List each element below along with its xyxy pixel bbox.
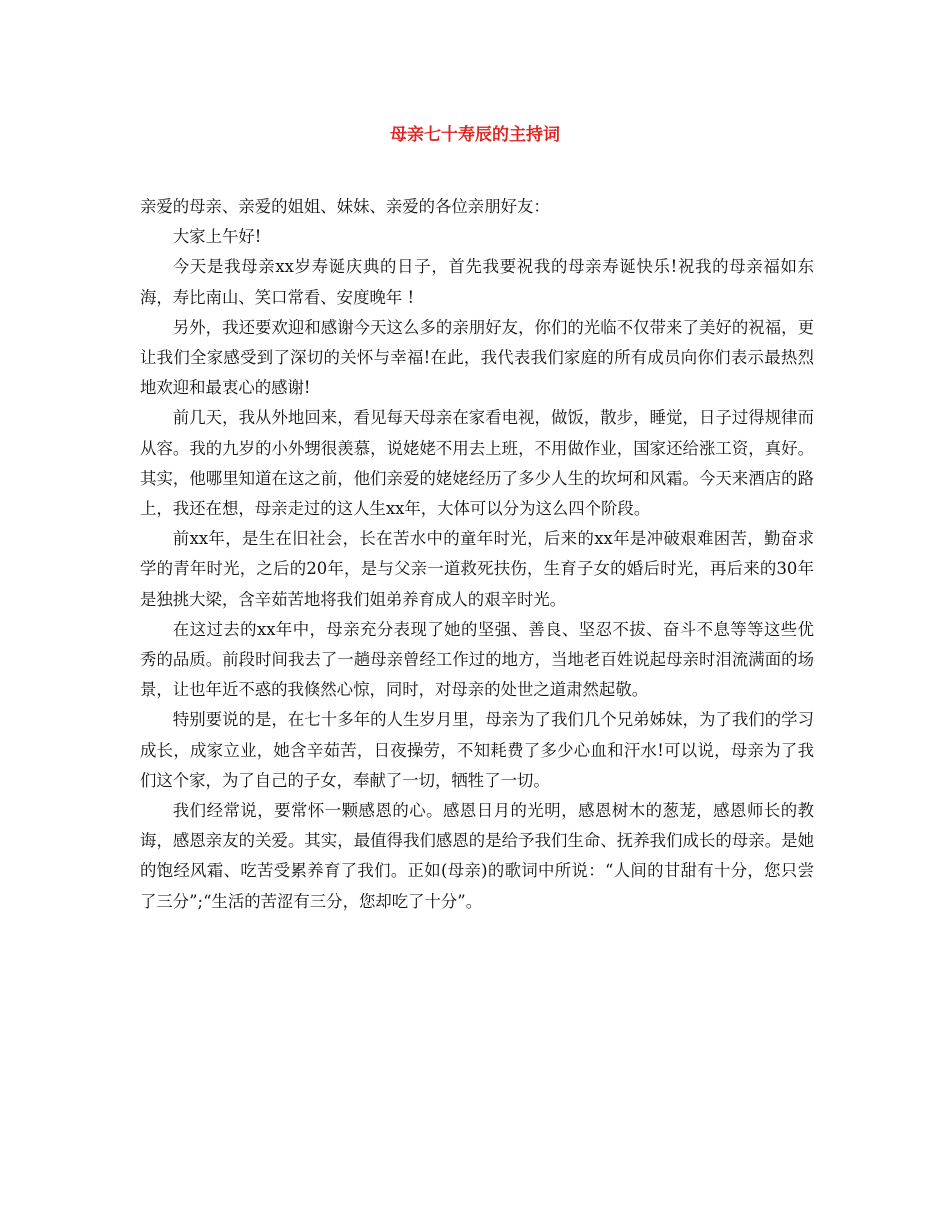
paragraph-qualities: 在这过去的xx年中，母亲充分表现了她的坚强、善良、坚忍不拔、奋斗不息等等这些优秀的品质。前段时间我去了一趟母亲曾经工作过的地方，当地老百姓说起母亲时泪流满面的场景，让也年近不惑的我倏然心惊，同时，对母亲的处世之道肃然起敬。 bbox=[140, 619, 814, 700]
paragraph-welcome-thanks: 另外，我还要欢迎和感谢今天这么多的亲朋好友，你们的光临不仅带来了美好的祝福，更让我们全家感受到了深切的关怀与幸福!在此，我代表我们家庭的所有成员向你们表示最热烈地欢迎和最衷心的感谢! bbox=[140, 317, 814, 398]
document-title: 母亲七十寿辰的主持词 bbox=[390, 125, 560, 145]
paragraph-life-stages: 前xx年，是生在旧社会，长在苦水中的童年时光，后来的xx年是冲破艰难困苦，勤奋求学的青年时光，之后的20年，是与父亲一道救死扶伤，生育子女的婚后时光，再后来的30年是独挑大梁，含辛茹苦地将我们姐弟养育成人的艰辛时光。 bbox=[140, 529, 814, 609]
paragraph-sacrifice: 特别要说的是，在七十多年的人生岁月里，母亲为了我们几个兄弟姊妹，为了我们的学习成长，成家立业，她含辛茹苦，日夜操劳，不知耗费了多少心血和汗水!可以说，母亲为了我们这个家，为了自己的子女，奉献了一切，牺牲了一切。 bbox=[140, 710, 814, 790]
document-body bbox=[140, 192, 814, 917]
salutation: 亲爱的母亲、亲爱的姐姐、妹妹、亲爱的各位亲朋好友： bbox=[140, 197, 550, 216]
paragraph-gratitude: 我们经常说，要常怀一颗感恩的心。感恩日月的光明，感恩树木的葱茏，感恩师长的教诲，感恩亲友的关爱。其实，最值得我们感恩的是给予我们生命、抚养我们成长的母亲。是她的饱经风霜、吃苦受累养育了我们。正如(母亲)的歌词中所说：“人间的甘甜有十分，您只尝了三分”;“生活的苦涩有三分，您却吃了十分”。 bbox=[140, 801, 814, 911]
paragraph-greeting: 大家上午好! bbox=[172, 227, 262, 247]
paragraph-recent-days: 前几天，我从外地回来，看见每天母亲在家看电视，做饭，散步，睡觉，日子过得规律而从容。我的九岁的小外甥很羡慕，说姥姥不用去上班，不用做作业，国家还给涨工资，真好。其实，他哪里知道在这之前，他们亲爱的姥姥经历了多少人生的坎坷和风霜。今天来酒店的路上，我还在想，母亲走过的这人生xx年，大体可以分为这么四个阶段。 bbox=[140, 408, 814, 519]
paragraph-birthday-wish: 今天是我母亲xx岁寿诞庆典的日子，首先我要祝我的母亲寿诞快乐!祝我的母亲福如东海，寿比南山、笑口常看、安度晚年 ! bbox=[140, 257, 814, 307]
